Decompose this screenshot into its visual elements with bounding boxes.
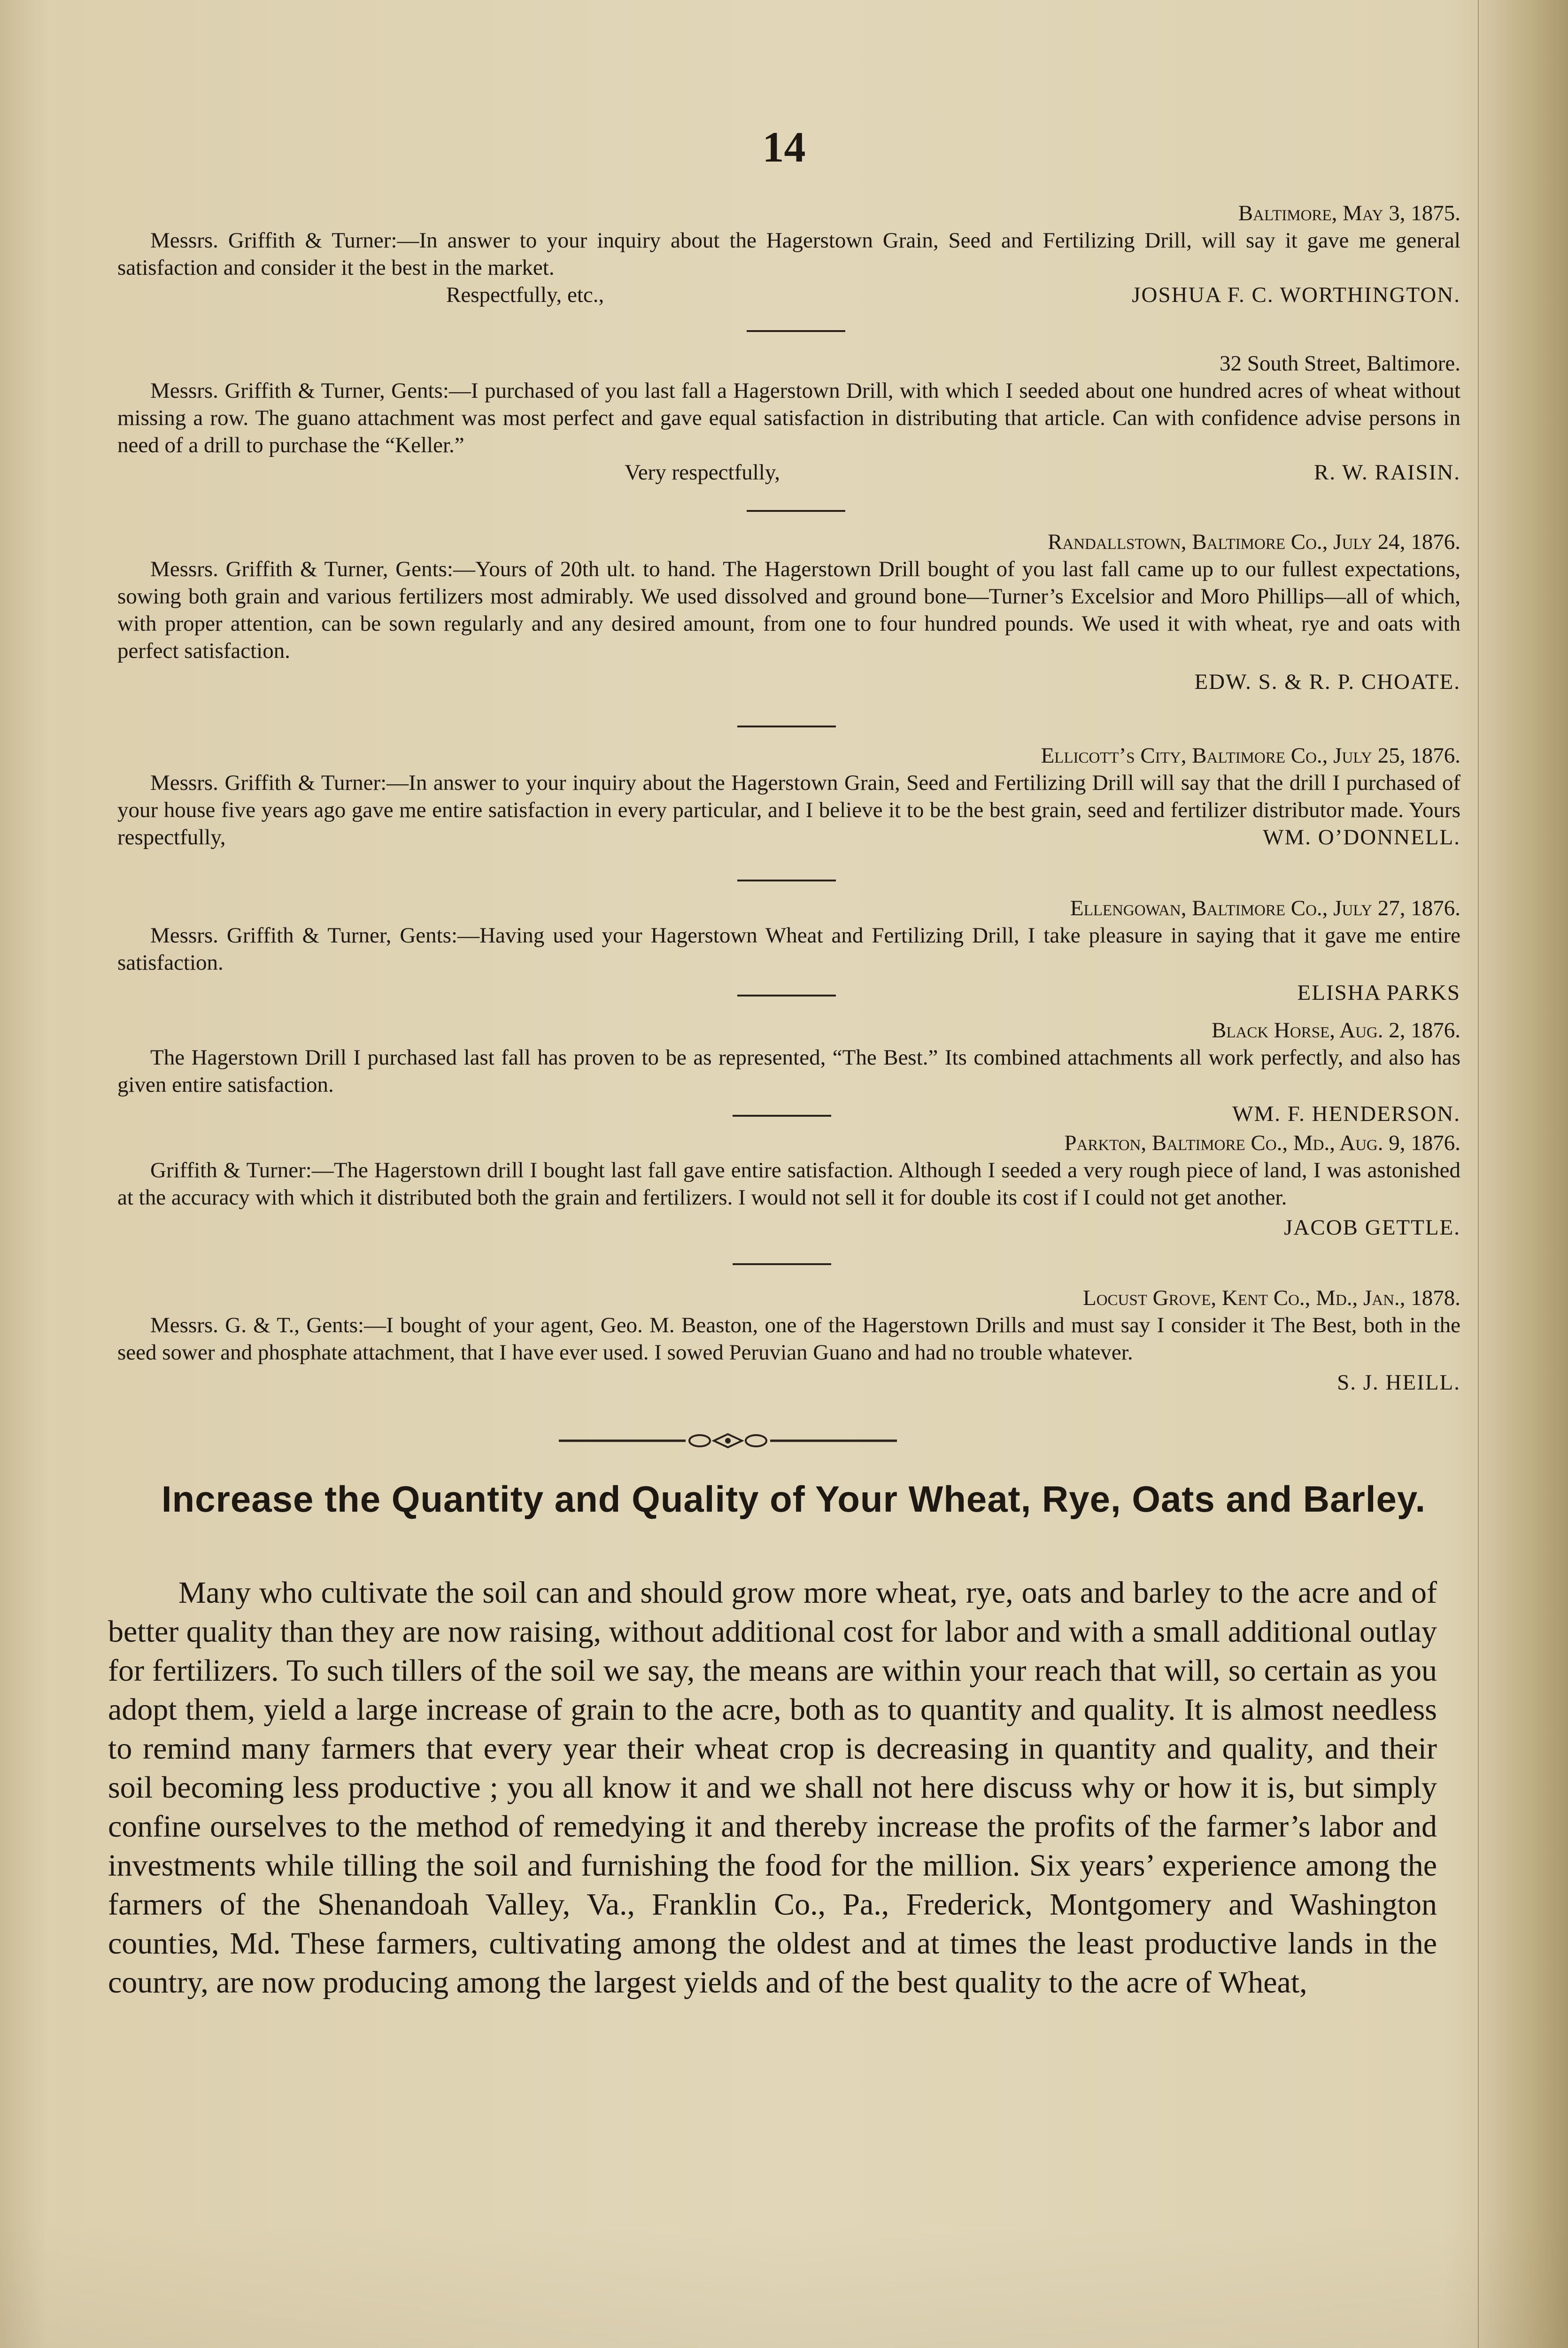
letter-closing: Respectfully, etc., — [446, 283, 604, 307]
testimonial-letter — [117, 1129, 1460, 1241]
letter-dateline: Randallstown, Baltimore Co., July 24, 1876. — [1047, 530, 1460, 554]
letter-body: Messrs. Griffith & Turner, Gents:—I purchased of you last fall a Hagerstown Drill, with which I seeded about one hundred acres of wheat without missing a row. The guano attachment was most perfect and gave equal satisfaction in distributing that article. Can with confidence advise persons in need of a drill to purchase the “Keller.” — [117, 378, 1460, 457]
testimonial-letter — [117, 1284, 1460, 1396]
separator-rule — [747, 330, 845, 332]
separator-rule — [737, 880, 836, 881]
letter-dateline: Ellengowan, Baltimore Co., July 27, 1876. — [1070, 896, 1460, 920]
letter-signer: WM. O’DONNELL. — [1263, 825, 1460, 850]
ornamental-divider — [559, 1431, 897, 1450]
page-edge — [1478, 0, 1568, 2348]
section-headline: Increase the Quantity and Quality of Your Wheat, Rye, Oats and Barley. — [161, 1478, 1426, 1520]
letter-closing: Very respectfully, — [625, 460, 780, 485]
letter-dateline: Ellicott’s City, Baltimore Co., July 25, 1876. — [1041, 743, 1460, 768]
letter-body: The Hagerstown Drill I purchased last fall has proven to be as represented, “The Best.” Its combined attachments all work perfectly, and also has given entire satisfaction. — [117, 1045, 1460, 1097]
page-number: 14 — [762, 123, 806, 171]
letter-signer: ELISHA PARKS — [1297, 981, 1460, 1005]
testimonial-letter — [117, 350, 1460, 486]
letter-dateline: Black Horse, Aug. 2, 1876. — [1212, 1018, 1460, 1043]
letter-body: Messrs. Griffith & Turner:—In answer to your inquiry about the Hagerstown Grain, Seed and Fertilizing Drill will say that the drill I purchased of your house five years ago gave me entire satisfaction in every particular, and I believe it to be the best grain, seed and fertilizer distributor made. Yours respectfully, — [117, 771, 1460, 850]
separator-rule — [733, 1115, 831, 1117]
letter-body: Messrs. Griffith & Turner, Gents:—Having used your Hagerstown Wheat and Fertilizing Drill, I take pleasure in saying that it gave me entire satisfaction. — [117, 923, 1460, 975]
testimonial-letter — [117, 1017, 1460, 1128]
letter-body: Messrs. Griffith & Turner:—In answer to your inquiry about the Hagerstown Grain, Seed and Fertilizing Drill, will say it gave me general satisfaction and consider it the best in the market. — [117, 228, 1460, 280]
letter-body: Messrs. G. & T., Gents:—I bought of your agent, Geo. M. Beaston, one of the Hagerstown Drills and must say I consider it The Best, both in the seed sower and phosphate attachment, that I have ever used. I sowed Peruvian Guano and had no trouble whatever. — [117, 1313, 1460, 1365]
separator-rule — [737, 726, 836, 727]
letter-body: Messrs. Griffith & Turner, Gents:—Yours of 20th ult. to hand. The Hagerstown Drill bought of you last fall came up to our fullest expectations, sowing both grain and various fertilizers most admirably. We used dissolved and ground bone—Turner’s Excelsior and Moro Phillips—all of which, with proper attention, can be sown regularly and any desired amount, from one to four hundred pounds. We used it with wheat, rye and oats with perfect satisfaction. — [117, 557, 1460, 663]
testimonial-letter — [117, 895, 1460, 1006]
testimonial-letter — [117, 528, 1460, 695]
letter-signer: R. W. RAISIN. — [1314, 460, 1460, 485]
letter-signer: JOSHUA F. C. WORTHINGTON. — [1132, 283, 1460, 307]
essay-text — [108, 1573, 1437, 2002]
letter-body: Griffith & Turner:—The Hagerstown drill I bought last fall gave entire satisfaction. Although I seeded a very rough piece of land, I was astonished at the accuracy with which it distributed both the grain and fertilizers. I would not sell it for double its cost if I could not get another. — [117, 1158, 1460, 1210]
separator-rule — [737, 995, 836, 996]
separator-rule — [747, 510, 845, 512]
letter-signer: S. J. HEILL. — [1337, 1370, 1460, 1395]
letter-dateline: Baltimore, May 3, 1875. — [1238, 201, 1460, 225]
letter-signer: EDW. S. & R. P. CHOATE. — [1194, 670, 1460, 694]
testimonial-letter — [117, 200, 1460, 309]
page-shadow — [0, 2225, 1568, 2348]
letter-signer: WM. F. HENDERSON. — [1232, 1102, 1460, 1126]
letter-dateline: Parkton, Baltimore Co., Md., Aug. 9, 1876. — [1064, 1131, 1460, 1155]
essay-paragraph: Many who cultivate the soil can and should grow more wheat, rye, oats and barley to the acre and of better quality than they are now raising, without additional cost for labor and with a small additional outlay for fertilizers. To such tillers of the soil we say, the means are within your reach that will, so certain as you adopt them, yield a large increase of grain to the acre, both as to quantity and quality. It is almost needless to remind many farmers that every year their wheat crop is decreasing in quantity and quality, and their soil becoming less productive ; you all know it and we shall not here discuss why or how it is, but simply confine ourselves to the method of remedying it and thereby increase the profits of the farmer’s labor and investments while tilling the soil and furnishing the food for the million. Six years’ experience among the farmers of the Shenandoah Valley, Va., Franklin Co., Pa., Frederick, Montgomery and Washington counties, Md. These farmers, cultivating among the oldest and at times the least productive lands in the country, are now producing among the largest yields and of the best quality to the acre of Wheat, — [108, 1576, 1437, 2000]
letter-signer: JACOB GETTLE. — [1284, 1215, 1460, 1240]
letter-dateline: Locust Grove, Kent Co., Md., Jan., 1878. — [1082, 1286, 1460, 1310]
letter-dateline: 32 South Street, Baltimore. — [1219, 351, 1460, 376]
testimonial-letter — [117, 742, 1460, 851]
separator-rule — [733, 1263, 831, 1265]
